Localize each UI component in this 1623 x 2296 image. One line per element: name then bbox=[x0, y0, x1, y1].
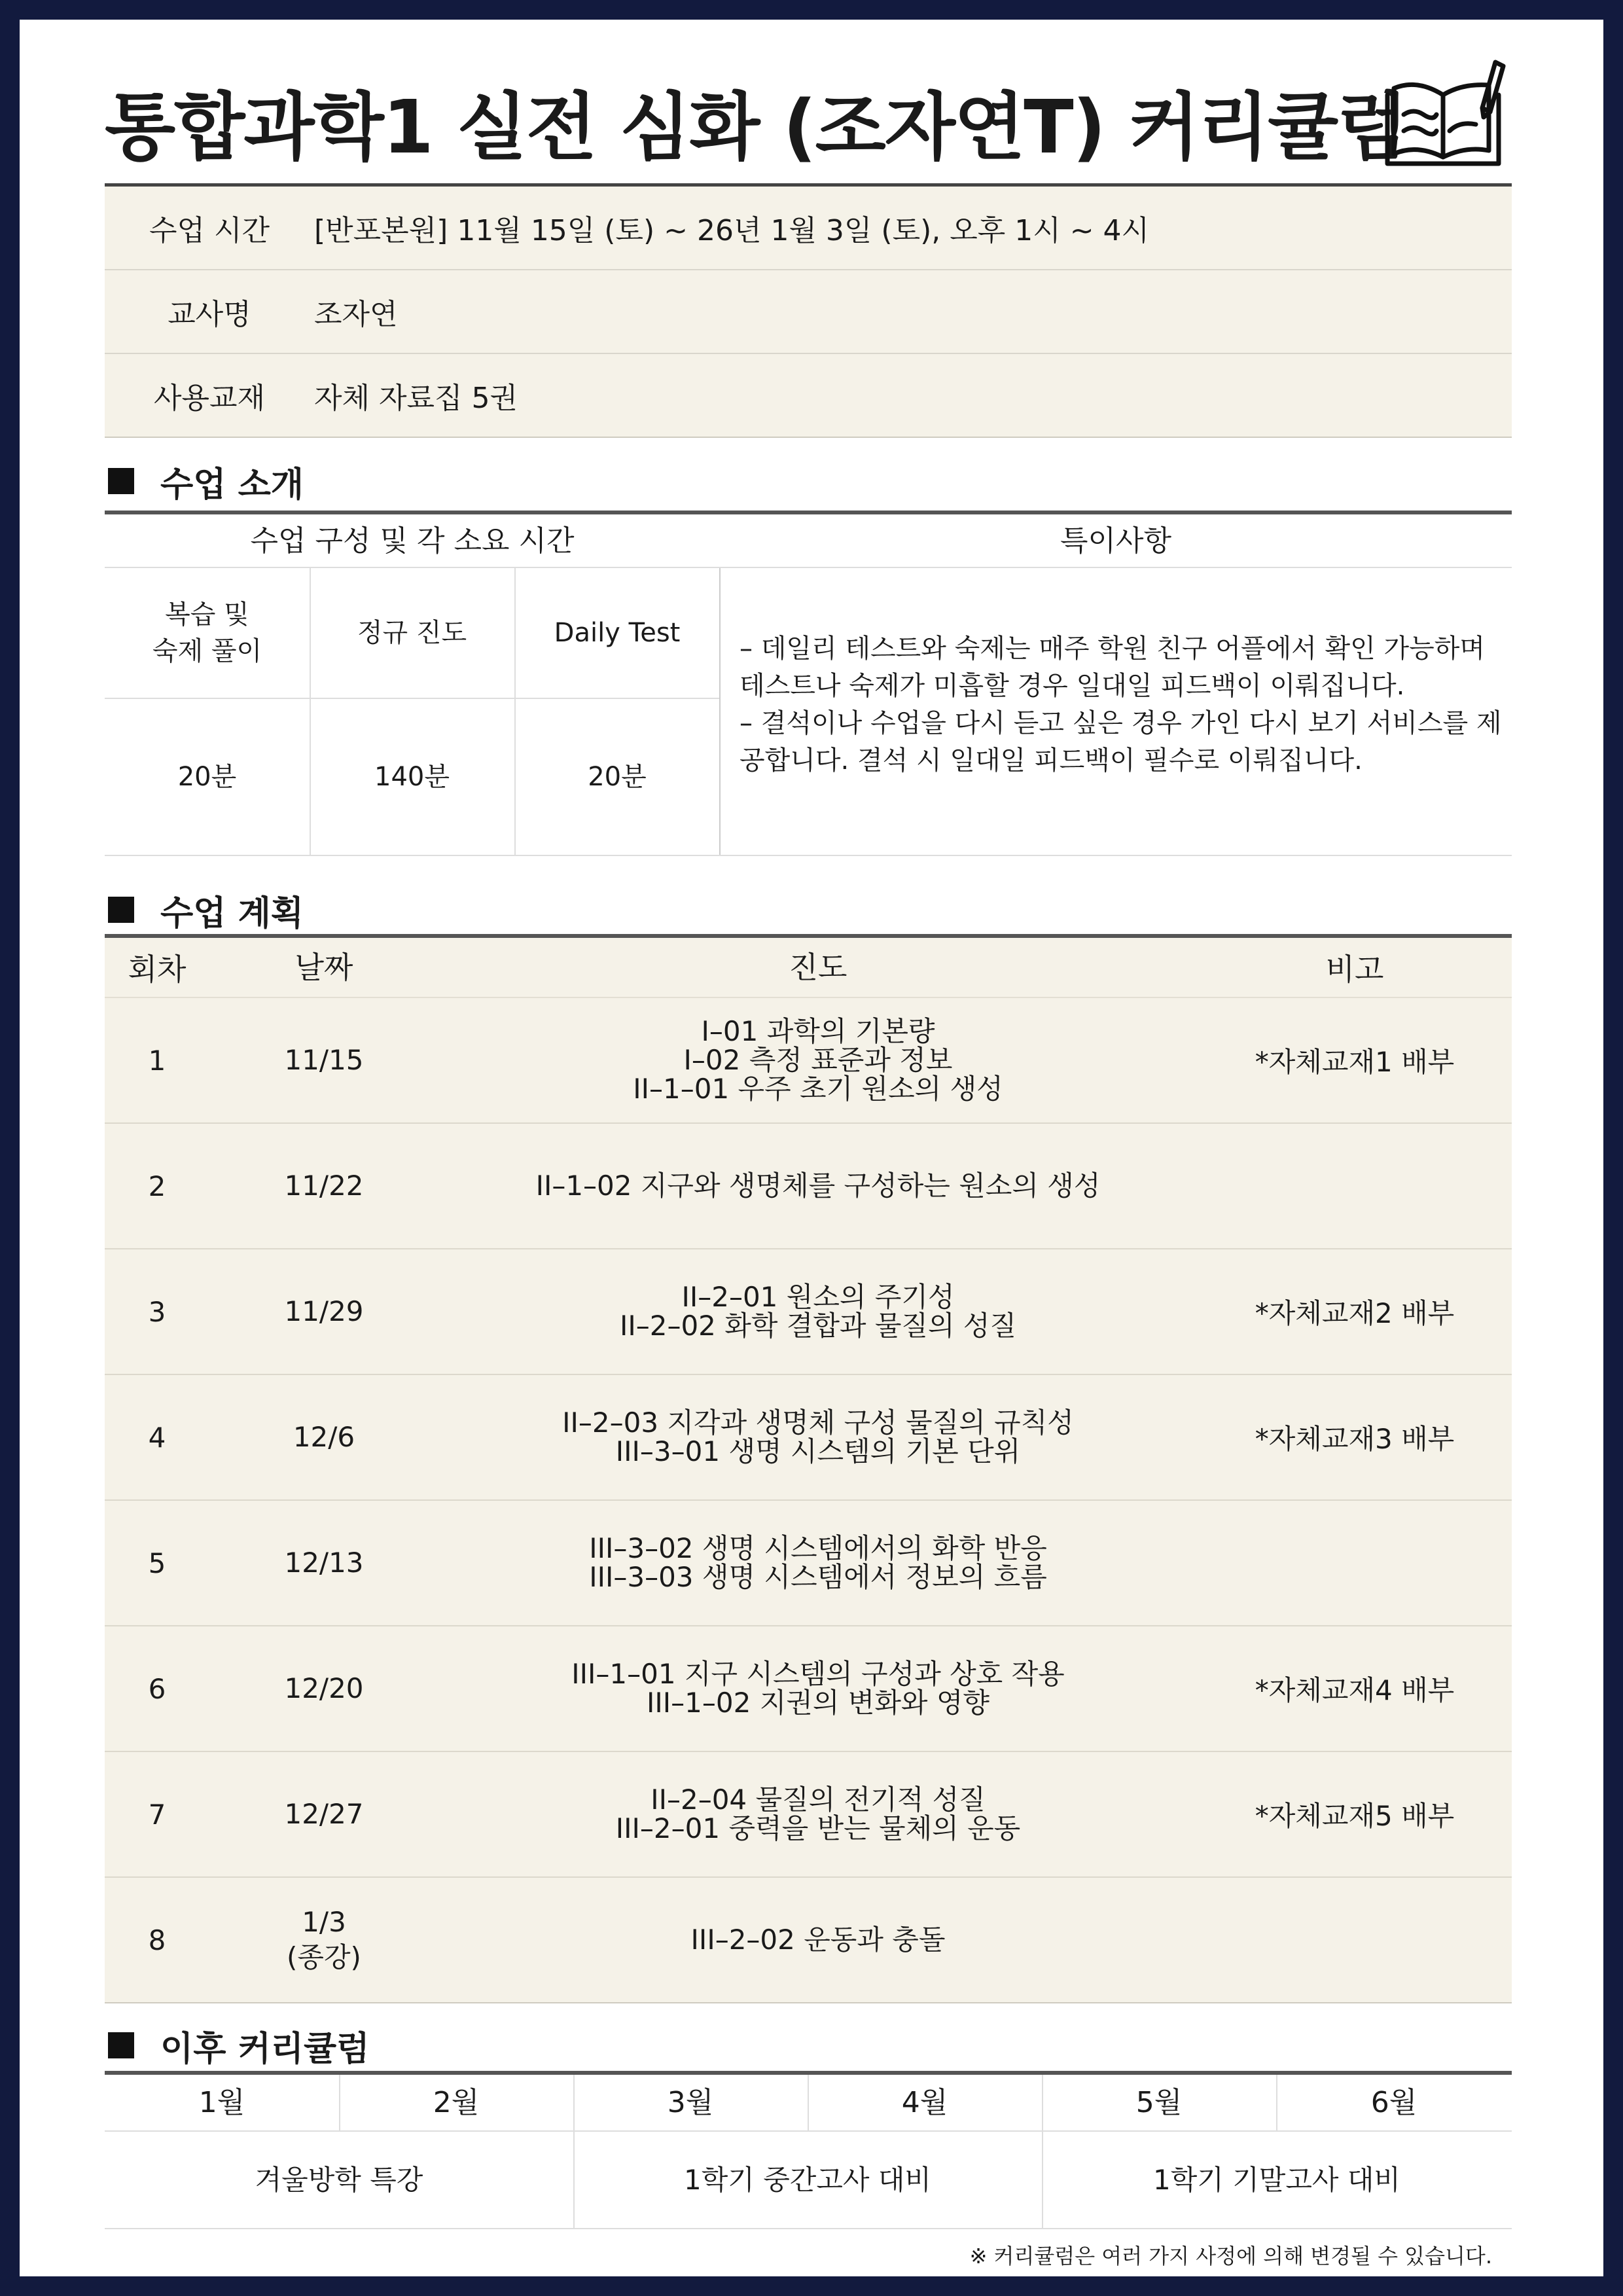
section-title: 수업 소개 bbox=[160, 465, 304, 505]
composition-header: 수업 구성 및 각 소요 시간 bbox=[105, 516, 720, 568]
session-note: *자체교재5 배부 bbox=[1255, 1800, 1455, 1832]
page-title: 통합과학1 실전 심화 (조자연T) 커리큘럼 bbox=[105, 85, 1407, 170]
square-bullet-icon bbox=[108, 2032, 134, 2058]
open-book-pen-icon bbox=[1378, 49, 1508, 180]
info-value: 조자연 bbox=[314, 298, 398, 331]
section-heading-after bbox=[108, 2022, 370, 2068]
column-divider bbox=[1042, 2075, 1043, 2228]
column-daily-test: Daily Test bbox=[554, 618, 681, 648]
session-date: 1/3 (종강) bbox=[287, 1906, 361, 1973]
table-row bbox=[105, 1124, 1512, 1249]
column-divider bbox=[339, 2075, 340, 2130]
session-no: 2 bbox=[148, 1170, 166, 1202]
header-no: 회차 bbox=[128, 952, 187, 987]
session-date: 12/20 bbox=[284, 1672, 364, 1704]
page bbox=[20, 20, 1603, 2276]
section-heading-intro bbox=[108, 458, 304, 504]
table-row bbox=[105, 1249, 1512, 1375]
column-divider bbox=[573, 2075, 575, 2228]
square-bullet-icon bbox=[108, 468, 134, 494]
info-row-textbook bbox=[105, 354, 1512, 438]
session-topics: III–1–01 지구 시스템의 구성과 상호 작용 III–1–02 지권의 변화와 영향 bbox=[571, 1658, 1065, 1719]
info-row-time bbox=[105, 187, 1512, 270]
period-cell: 1학기 기말고사 대비 bbox=[1042, 2132, 1512, 2229]
table-row bbox=[105, 1878, 1512, 2003]
header-topics: 진도 bbox=[789, 950, 847, 985]
section-heading-plan bbox=[108, 887, 304, 933]
session-topics: III–3–02 생명 시스템에서의 화학 반응 III–3–03 생명 시스템에서 정보의 흐름 bbox=[589, 1532, 1047, 1593]
month-cell: 4월 bbox=[808, 2075, 1042, 2132]
session-note: *자체교재1 배부 bbox=[1255, 1046, 1455, 1078]
month-cell: 6월 bbox=[1276, 2075, 1512, 2132]
session-no: 5 bbox=[148, 1547, 166, 1579]
after-curriculum-table bbox=[105, 2075, 1512, 2228]
column-divider bbox=[719, 568, 721, 856]
table-row bbox=[105, 1752, 1512, 1878]
session-date: 12/27 bbox=[284, 1798, 364, 1830]
section-title: 수업 계획 bbox=[160, 893, 304, 933]
column-divider bbox=[1276, 2075, 1277, 2130]
session-topics: III–2–02 운동과 충돌 bbox=[690, 1924, 946, 1956]
info-value: [반포본원] 11월 15일 (토) ~ 26년 1월 3일 (토), 오후 1시 ~ 4시 bbox=[314, 214, 1150, 247]
month-cell: 1월 bbox=[105, 2075, 339, 2132]
month-cell: 5월 bbox=[1042, 2075, 1276, 2132]
session-topics: II–2–04 물질의 전기적 성질 III–2–01 중력을 받는 물체의 운동 bbox=[615, 1784, 1021, 1844]
session-topics: I–01 과학의 기본량 I–02 측정 표준과 정보 II–1–01 우주 초기 원소의 생성 bbox=[633, 1015, 1003, 1105]
session-no: 4 bbox=[148, 1421, 166, 1454]
session-note: *자체교재2 배부 bbox=[1255, 1297, 1455, 1329]
info-label: 교사명 bbox=[168, 298, 251, 331]
notes-header: 특이사항 bbox=[720, 516, 1512, 568]
info-label: 수업 시간 bbox=[149, 214, 270, 247]
section-divider bbox=[105, 511, 1512, 514]
month-cell: 2월 bbox=[339, 2075, 573, 2132]
info-label: 사용교재 bbox=[153, 382, 265, 415]
column-regular: 정규 진도 bbox=[357, 618, 467, 648]
session-date: 11/29 bbox=[284, 1295, 364, 1327]
session-no: 6 bbox=[148, 1672, 166, 1705]
footnote: ※ 커리큘럼은 여러 가지 사정에 의해 변경될 수 있습니다. bbox=[969, 2244, 1492, 2269]
square-bullet-icon bbox=[108, 897, 134, 923]
column-divider bbox=[808, 2075, 809, 2130]
table-row bbox=[105, 998, 1512, 1124]
session-date: 11/22 bbox=[284, 1170, 364, 1202]
session-topics: II–1–02 지구와 생명체를 구성하는 원소의 생성 bbox=[535, 1170, 1101, 1202]
time-review: 20분 bbox=[177, 762, 237, 792]
table-bottom-rule bbox=[105, 855, 1512, 856]
section-title: 이후 커리큘럼 bbox=[160, 2029, 370, 2069]
table-row bbox=[105, 1375, 1512, 1501]
table-row bbox=[105, 1626, 1512, 1752]
session-topics: II–2–01 원소의 주기성 II–2–02 화학 결합과 물질의 성질 bbox=[619, 1281, 1017, 1342]
note-item: – 결석이나 수업을 다시 듣고 싶은 경우 가인 다시 보기 서비스를 제공합니다. 결석 시 일대일 피드백이 필수로 이뤄집니다. bbox=[740, 708, 1502, 776]
header-date: 날짜 bbox=[294, 950, 353, 985]
session-topics: II–2–03 지각과 생명체 구성 물질의 규칙성 III–3–01 생명 시스템의 기본 단위 bbox=[562, 1407, 1074, 1467]
period-cell: 겨울방학 특강 bbox=[105, 2132, 573, 2229]
info-value: 자체 자료집 5권 bbox=[314, 382, 518, 415]
session-date: 11/15 bbox=[284, 1044, 364, 1076]
column-review: 복습 및 숙제 풀이 bbox=[152, 600, 262, 666]
time-daily-test: 20분 bbox=[588, 762, 647, 792]
column-divider bbox=[310, 568, 311, 856]
table-row bbox=[105, 1501, 1512, 1626]
session-note: *자체교재3 배부 bbox=[1255, 1423, 1455, 1455]
info-panel bbox=[105, 187, 1512, 438]
session-no: 8 bbox=[148, 1924, 166, 1956]
intro-table bbox=[105, 516, 1512, 856]
note-item: – 데일리 테스트와 숙제는 매주 학원 친구 어플에서 확인 가능하며 테스트나 숙제가 미흡할 경우 일대일 피드백이 이뤄집니다. bbox=[740, 634, 1486, 701]
plan-table-header bbox=[105, 938, 1512, 998]
session-no: 1 bbox=[148, 1044, 166, 1077]
notes-text bbox=[740, 630, 1505, 780]
session-date: 12/13 bbox=[284, 1547, 364, 1579]
column-divider bbox=[514, 568, 516, 856]
session-note: *자체교재4 배부 bbox=[1255, 1674, 1455, 1706]
session-no: 7 bbox=[148, 1798, 166, 1831]
month-cell: 3월 bbox=[573, 2075, 808, 2132]
time-regular: 140분 bbox=[374, 762, 450, 792]
period-cell: 1학기 중간고사 대비 bbox=[573, 2132, 1042, 2229]
header-note: 비고 bbox=[1325, 952, 1384, 987]
session-no: 3 bbox=[148, 1295, 166, 1328]
plan-table bbox=[105, 938, 1512, 2003]
info-row-teacher bbox=[105, 270, 1512, 354]
session-date: 12/6 bbox=[293, 1421, 355, 1453]
